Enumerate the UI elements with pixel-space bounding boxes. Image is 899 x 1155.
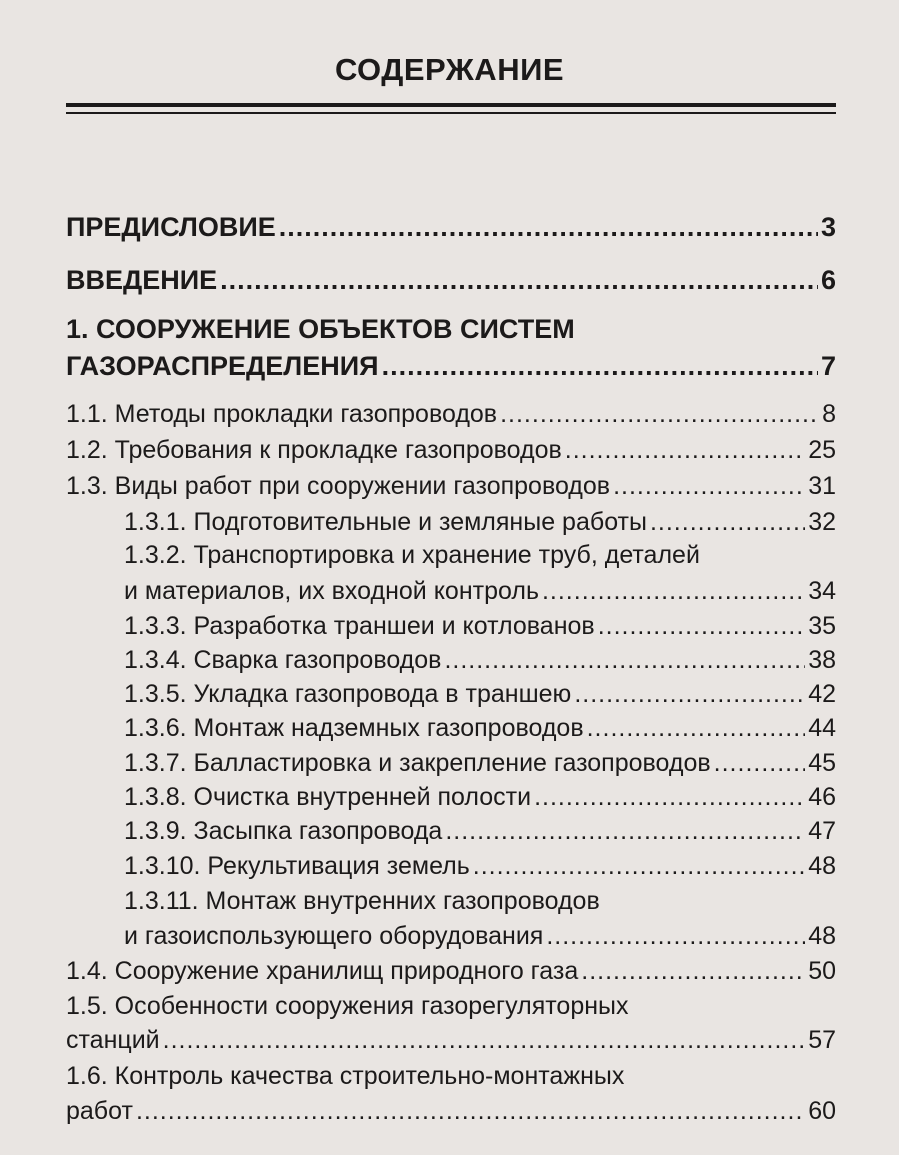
leader-dots [382,351,818,382]
leader-dots [650,508,805,537]
toc-chapter-1-line1: 1. СООРУЖЕНИЕ ОБЪЕКТОВ СИСТЕМ [66,314,575,344]
toc-entry-label: 1.1. Методы прокладки газопроводов [66,400,498,428]
toc-entry-label: станций [66,1026,160,1054]
toc-entry-1-5-line1: 1.5. Особенности сооружения газорегуляторных [66,992,629,1020]
toc-page-number: 42 [808,680,836,708]
leader-dots [565,436,805,465]
toc-entry-1-3-2-line1: 1.3.2. Транспортировка и хранение труб, деталей [124,541,700,569]
toc-entry-label: 1.3.3. Разработка траншеи и котлованов [124,612,595,640]
leader-dots [542,577,805,606]
toc-entry-1-3-1[interactable] [124,508,836,537]
toc-entry-label: 1.3.10. Рекультивация земель [124,852,470,880]
leader-dots [546,922,805,951]
toc-entry-chapter-1[interactable] [66,351,836,382]
leader-dots [500,400,819,429]
toc-entry-1-3-10[interactable] [124,852,836,881]
toc-page-number: 34 [808,577,836,605]
toc-page-number: 47 [808,817,836,845]
leader-dots [587,714,806,743]
toc-entry-1-3-6[interactable] [124,714,836,743]
toc-entry-label: 1.4. Сооружение хранилищ природного газа [66,957,579,985]
toc-entry-label: работ [66,1097,133,1125]
toc-entry-1-3-7[interactable] [124,749,836,778]
toc-entry-1-3-8[interactable] [124,783,836,812]
leader-dots [220,265,818,296]
leader-dots [598,612,806,641]
toc-entry-1-3-11-line1: 1.3.11. Монтаж внутренних газопроводов [124,887,600,915]
toc-page-number: 3 [820,212,836,242]
toc-entry-label: 1.3.4. Сварка газопроводов [124,646,442,674]
leader-dots [136,1097,805,1126]
title-rule-thin [66,112,836,114]
toc-page-number: 60 [808,1097,836,1125]
toc-entry-1-1[interactable] [66,400,836,429]
toc-entry-label: 1.3.5. Укладка газопровода в траншею [124,680,572,708]
title-rule-thick [66,103,836,107]
toc-entry-label: 1.2. Требования к прокладке газопроводов [66,436,562,464]
leader-dots [279,212,818,243]
toc-page-number: 50 [808,957,836,985]
toc-entry-1-3-4[interactable] [124,646,836,675]
toc-entry-label: ПРЕДИСЛОВИЕ [66,212,276,242]
toc-entry-label: 1.3.6. Монтаж надземных газопроводов [124,714,584,742]
toc-page-number: 32 [808,508,836,536]
toc-page-number: 48 [808,852,836,880]
toc-entry-1-3-2[interactable] [124,577,836,606]
toc-entry-1-5[interactable] [66,1026,836,1055]
leader-dots [574,680,805,709]
toc-page-number: 7 [820,351,836,381]
toc-entry-1-6[interactable] [66,1097,836,1126]
toc-entry-1-3-9[interactable] [124,817,836,846]
toc-page-number: 35 [808,612,836,640]
toc-page-number: 31 [808,472,836,500]
toc-page-number: 6 [820,265,836,295]
toc-entry-label: 1.3.7. Балластировка и закрепление газопроводов [124,749,711,777]
leader-dots [714,749,806,778]
toc-page-number: 44 [808,714,836,742]
toc-entry-1-2[interactable] [66,436,836,465]
toc-page-number: 57 [808,1026,836,1054]
toc-page-number: 46 [808,783,836,811]
page-title: СОДЕРЖАНИЕ [334,52,565,87]
toc-page-number: 48 [808,922,836,950]
toc-entry-label: и газоиспользующего оборудования [124,922,544,950]
toc-entry-introduction[interactable] [66,265,836,296]
leader-dots [444,646,805,675]
toc-entry-preface[interactable] [66,212,836,243]
toc-entry-label: 1.3.9. Засыпка газопровода [124,817,443,845]
toc-entry-label: 1.3.8. Очистка внутренней полости [124,783,532,811]
toc-entry-1-4[interactable] [66,957,836,986]
leader-dots [613,472,805,501]
toc-entry-1-3[interactable] [66,472,836,501]
toc-page-number: 25 [808,436,836,464]
leader-dots [581,957,805,986]
toc-page-number: 8 [822,400,836,428]
leader-dots [473,852,805,881]
toc-entry-label: ГАЗОРАСПРЕДЕЛЕНИЯ [66,351,379,381]
toc-entry-1-3-11[interactable] [124,922,836,951]
toc-entry-1-6-line1: 1.6. Контроль качества строительно-монтажных [66,1062,625,1090]
leader-dots [163,1026,806,1055]
toc-page-number: 45 [808,749,836,777]
leader-dots [445,817,805,846]
toc-entry-label: ВВЕДЕНИЕ [66,265,218,295]
toc-entry-label: 1.3. Виды работ при сооружении газопроводов [66,472,611,500]
leader-dots [534,783,805,812]
toc-entry-label: и материалов, их входной контроль [124,577,539,605]
toc-entry-1-3-5[interactable] [124,680,836,709]
toc-entry-1-3-3[interactable] [124,612,836,641]
toc-entry-label: 1.3.1. Подготовительные и земляные работы [124,508,647,536]
toc-page-number: 38 [808,646,836,674]
